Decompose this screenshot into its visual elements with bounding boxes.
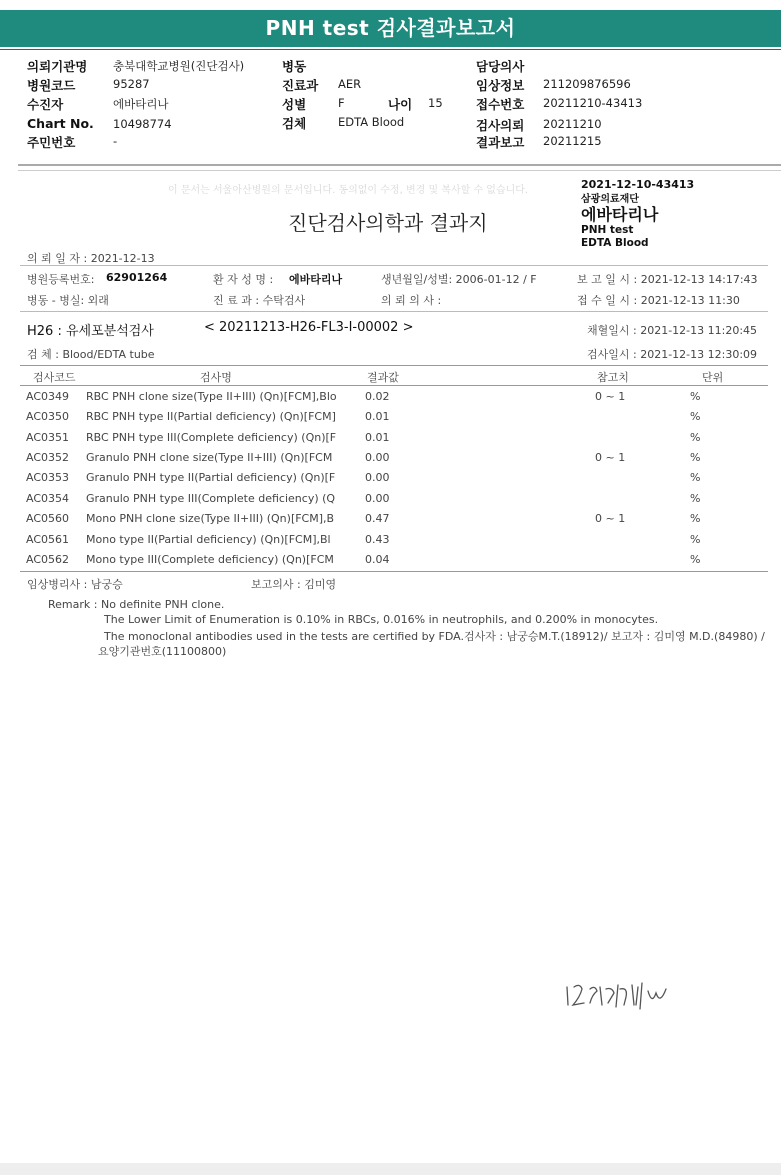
stamp-org: 삼광의료재단 bbox=[581, 194, 639, 205]
stamp-test: PNH test bbox=[581, 224, 634, 236]
report-heading: 진단검사의학과 결과지 bbox=[288, 211, 488, 235]
patient-value: 에바타리나 bbox=[113, 97, 169, 111]
report-title-bar: PNH test 검사결과보고서 bbox=[0, 10, 781, 47]
stamp-specimen: EDTA Blood bbox=[581, 237, 649, 249]
table-row bbox=[20, 530, 768, 550]
test-result: 0.01 bbox=[365, 410, 390, 423]
remark-line-1: Remark : No definite PNH clone. bbox=[48, 598, 225, 611]
test-result: 0.01 bbox=[365, 431, 390, 444]
receipt-datetime: 접 수 일 시 : 2021-12-13 11:30 bbox=[577, 294, 740, 307]
stamp-id: 2021-12-10-43413 bbox=[581, 178, 695, 191]
column-header-code: 검사코드 bbox=[33, 371, 76, 384]
specimen-label: 검체 bbox=[282, 116, 307, 131]
test-result: 0.00 bbox=[365, 471, 390, 484]
pathologist-line: 임상병리사 : 남궁승 bbox=[27, 578, 123, 591]
column-header-reference: 참고치 bbox=[597, 371, 629, 384]
test-name: RBC PNH type II(Partial deficiency) (Qn)[FCM] bbox=[86, 410, 336, 423]
test-name: Granulo PNH type III(Complete deficiency) (Q bbox=[86, 492, 336, 505]
receipt-no-value: 20211210-43413 bbox=[543, 96, 643, 110]
stamp-patient-name: 에바타리나 bbox=[581, 205, 659, 224]
table-bottom-border bbox=[20, 571, 768, 572]
doctor-label: 담당의사 bbox=[476, 59, 525, 74]
ward-room: 병동 - 병실: 외래 bbox=[27, 294, 109, 307]
test-code: AC0353 bbox=[26, 471, 70, 484]
collection-datetime: 채혈일시 : 2021-12-13 11:20:45 bbox=[587, 324, 758, 337]
test-name: RBC PNH type III(Complete deficiency) (Qn)[F bbox=[86, 431, 337, 444]
reporting-doctor-line: 보고의사 : 김미영 bbox=[251, 578, 337, 591]
test-code: AC0561 bbox=[26, 533, 70, 546]
test-code: AC0349 bbox=[26, 390, 70, 403]
remark-line-3: The monoclonal antibodies used in the tests are certified by FDA.검사자 : 남궁승M.T.(18912)/ 보고자 : 김미영 M.D.(84980) / bbox=[104, 630, 765, 643]
patient-name-label: 환 자 성 명 : bbox=[213, 273, 274, 286]
title-divider bbox=[0, 49, 781, 50]
meta-divider-top bbox=[20, 265, 768, 266]
table-row bbox=[20, 489, 768, 509]
unit: % bbox=[690, 492, 701, 505]
test-code: AC0562 bbox=[26, 553, 70, 566]
sex-value: F bbox=[338, 96, 345, 110]
specimen-value: EDTA Blood bbox=[338, 115, 405, 129]
test-name: RBC PNH clone size(Type II+III) (Qn)[FCM],Blo bbox=[86, 390, 337, 403]
patient-label: 수진자 bbox=[27, 97, 64, 112]
chart-no-value: 10498774 bbox=[113, 117, 172, 131]
table-row bbox=[20, 448, 768, 468]
patient-name: 에바타리나 bbox=[289, 273, 343, 286]
request-date-line: 의 뢰 일 자 : 2021-12-13 bbox=[27, 252, 155, 265]
column-header-unit: 단위 bbox=[702, 371, 724, 384]
unit: % bbox=[690, 553, 701, 566]
table-row bbox=[20, 428, 768, 448]
unit: % bbox=[690, 410, 701, 423]
test-code: AC0351 bbox=[26, 431, 70, 444]
test-result: 0.00 bbox=[365, 492, 390, 505]
age-value: 15 bbox=[428, 96, 443, 110]
table-row bbox=[20, 387, 768, 407]
table-header-top-border bbox=[20, 365, 768, 366]
department-value: AER bbox=[338, 77, 362, 91]
test-result: 0.02 bbox=[365, 390, 390, 403]
department-label: 진료과 bbox=[282, 78, 319, 93]
test-result: 0.00 bbox=[365, 451, 390, 464]
watermark-text: 이 문서는 서울아산병원의 문서입니다. 동의없이 수정, 변경 및 복사할 수 없습니다. bbox=[168, 185, 529, 196]
report-date-value: 20211215 bbox=[543, 134, 602, 148]
table-row bbox=[20, 550, 768, 570]
bottom-strip bbox=[0, 1163, 781, 1175]
handwritten-signature bbox=[562, 975, 692, 1015]
test-result: 0.47 bbox=[365, 512, 390, 525]
remark-line-2: The Lower Limit of Enumeration is 0.10% in RBCs, 0.016% in neutrophils, and 0.200% in monocytes. bbox=[104, 613, 659, 626]
reference-range: 0 ~ 1 bbox=[595, 512, 626, 525]
test-result: 0.43 bbox=[365, 533, 390, 546]
test-code: AC0560 bbox=[26, 512, 70, 525]
column-header-name: 검사명 bbox=[200, 371, 232, 384]
report-date-label: 결과보고 bbox=[476, 135, 525, 150]
institution-label: 의뢰기관명 bbox=[27, 59, 88, 74]
resident-no-value: - bbox=[113, 134, 118, 148]
section-title: H26 : 유세포분석검사 bbox=[27, 324, 154, 339]
institution-value: 충북대학교병원(진단검사) bbox=[113, 59, 245, 73]
ward-label: 병동 bbox=[282, 59, 307, 74]
test-name: Granulo PNH clone size(Type II+III) (Qn)[FCM bbox=[86, 451, 333, 464]
age-label: 나이 bbox=[388, 97, 413, 112]
unit: % bbox=[690, 533, 701, 546]
unit: % bbox=[690, 390, 701, 403]
request-date-value: 20211210 bbox=[543, 117, 602, 131]
resident-no-label: 주민번호 bbox=[27, 135, 76, 150]
table-row bbox=[20, 509, 768, 529]
test-name: Granulo PNH type II(Partial deficiency) (Qn)[F bbox=[86, 471, 336, 484]
remark-line-4: 요양기관번호(11100800) bbox=[98, 645, 227, 658]
requesting-doctor: 의 뢰 의 사 : bbox=[381, 294, 442, 307]
header-divider-thin bbox=[18, 170, 781, 171]
test-code: AC0354 bbox=[26, 492, 70, 505]
header-divider bbox=[18, 164, 781, 166]
test-code: AC0350 bbox=[26, 410, 70, 423]
chart-no-label: Chart No. bbox=[27, 116, 94, 131]
birth-date-sex: 생년월일/성별: 2006-01-12 / F bbox=[381, 273, 537, 286]
unit: % bbox=[690, 451, 701, 464]
registration-label: 병원등록번호: bbox=[27, 273, 95, 286]
test-code: AC0352 bbox=[26, 451, 70, 464]
unit: % bbox=[690, 471, 701, 484]
test-datetime: 검사일시 : 2021-12-13 12:30:09 bbox=[587, 348, 758, 361]
test-name: Mono type II(Partial deficiency) (Qn)[FCM],Bl bbox=[86, 533, 331, 546]
department-line: 진 료 과 : 수탁검사 bbox=[213, 294, 306, 307]
clinical-info-label: 임상정보 bbox=[476, 78, 525, 93]
unit: % bbox=[690, 431, 701, 444]
test-name: Mono PNH clone size(Type II+III) (Qn)[FCM],B bbox=[86, 512, 335, 525]
test-name: Mono type III(Complete deficiency) (Qn)[FCM bbox=[86, 553, 334, 566]
table-row bbox=[20, 407, 768, 427]
test-result: 0.04 bbox=[365, 553, 390, 566]
table-row bbox=[20, 468, 768, 488]
sex-label: 성별 bbox=[282, 97, 307, 112]
hospital-code-label: 병원코드 bbox=[27, 78, 76, 93]
clinical-info-value: 211209876596 bbox=[543, 77, 631, 91]
reference-range: 0 ~ 1 bbox=[595, 451, 626, 464]
unit: % bbox=[690, 512, 701, 525]
meta-divider-bottom bbox=[20, 311, 768, 312]
specimen-line: 검 체 : Blood/EDTA tube bbox=[27, 348, 155, 361]
column-header-result: 결과값 bbox=[367, 371, 399, 384]
registration-number: 62901264 bbox=[106, 271, 168, 284]
accession-number: < 20211213-H26-FL3-I-00002 > bbox=[204, 320, 414, 335]
table-header-bottom-border bbox=[20, 385, 768, 386]
receipt-no-label: 접수번호 bbox=[476, 97, 525, 112]
hospital-code-value: 95287 bbox=[113, 77, 150, 91]
request-date-label: 검사의뢰 bbox=[476, 118, 525, 133]
reference-range: 0 ~ 1 bbox=[595, 390, 626, 403]
report-datetime: 보 고 일 시 : 2021-12-13 14:17:43 bbox=[577, 273, 758, 286]
